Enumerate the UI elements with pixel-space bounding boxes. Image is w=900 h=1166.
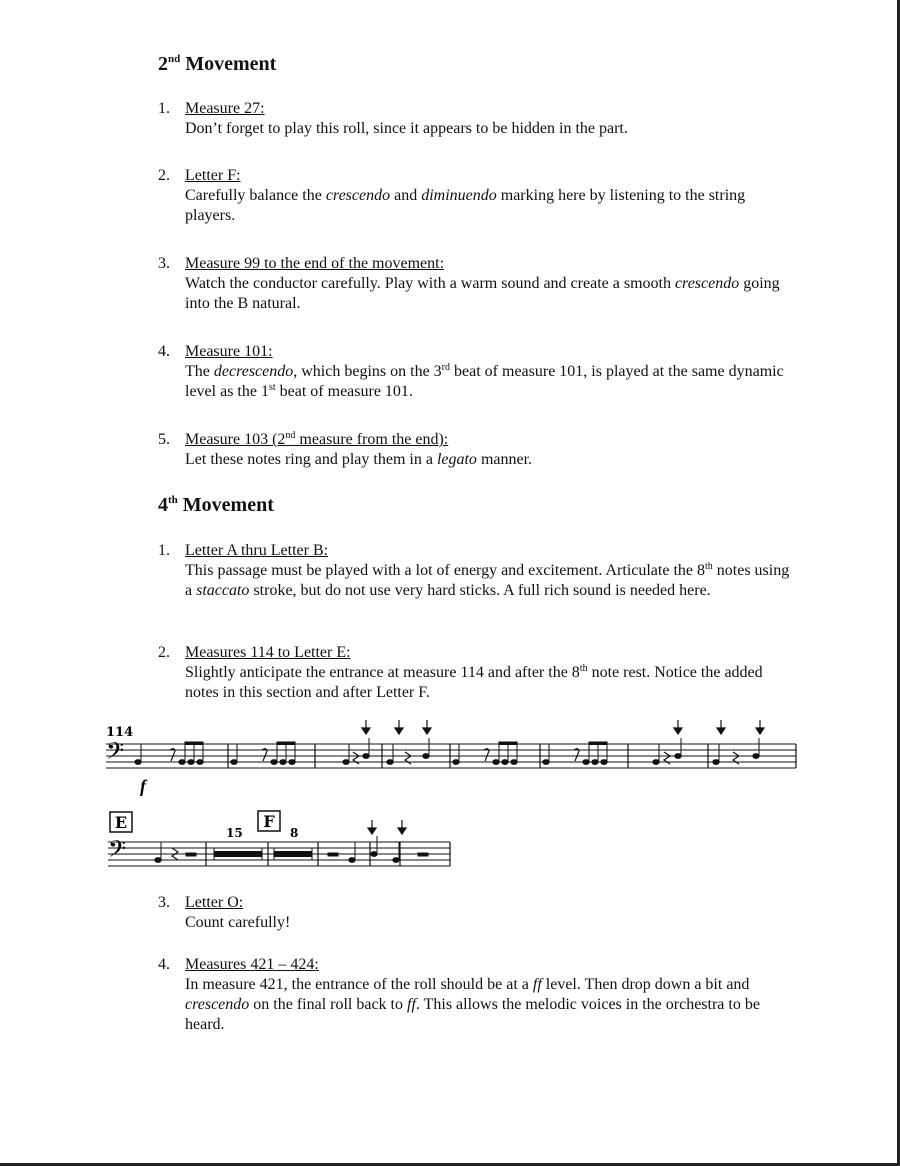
list-item — [158, 893, 798, 933]
music-staff-measures-114 — [100, 718, 810, 798]
list-item — [158, 643, 798, 703]
notehead — [583, 760, 589, 765]
item-number: 4. — [158, 956, 170, 973]
half-rest — [186, 853, 196, 856]
notehead — [271, 760, 277, 765]
multi-rest-count: 8 — [290, 826, 299, 840]
list-item — [158, 955, 798, 1035]
list-item — [158, 541, 798, 601]
item-label: Measure 27: — [185, 100, 265, 117]
item-text: In measure 421, the entrance of the roll should be at a ff level. Then drop down a bit and crescendo on the final roll back to ff. This allows the melodic voices in the orchestra to be heard. — [185, 976, 760, 1033]
item-label: Letter F: — [185, 167, 241, 184]
notehead — [753, 754, 759, 759]
note-beam — [499, 742, 517, 745]
notehead — [155, 858, 161, 863]
notehead — [423, 754, 429, 759]
measure-number: 114 — [106, 725, 134, 740]
notehead — [289, 760, 295, 765]
bass-clef-icon: 𝄢 — [108, 835, 127, 868]
item-number: 4. — [158, 343, 170, 360]
item-text: Let these notes ring and play them in a legato manner. — [185, 451, 533, 468]
list-item — [158, 342, 798, 402]
accent-arrows — [368, 820, 406, 834]
item-label: Measure 103 (2nd measure from the end): — [185, 430, 449, 448]
multi-rest-count: 15 — [226, 826, 243, 840]
eighth-rest — [574, 749, 579, 761]
accent-arrows — [362, 720, 764, 734]
item-text: Don’t forget to play this roll, since it appears to be hidden in the part. — [185, 120, 628, 137]
item-number: 3. — [158, 894, 170, 911]
note-beam — [277, 742, 295, 745]
note-beam — [589, 742, 607, 745]
notehead — [713, 760, 719, 765]
item-label: Measure 99 to the end of the movement: — [185, 255, 445, 272]
notehead — [393, 858, 399, 863]
item-number: 1. — [158, 100, 170, 117]
notehead — [675, 754, 681, 759]
staff-lines — [106, 744, 796, 768]
half-rest — [418, 853, 428, 856]
item-label: Measures 114 to Letter E: — [185, 644, 351, 661]
section-heading-4th-movement: 4th Movement — [158, 494, 274, 516]
list-item — [158, 166, 798, 226]
list-item — [158, 430, 798, 470]
dynamic-marking: f — [140, 776, 146, 796]
half-rest — [328, 853, 338, 856]
list-item — [158, 254, 798, 314]
rehearsal-mark-f: F — [263, 812, 275, 831]
notehead — [135, 760, 141, 765]
notehead — [502, 760, 508, 765]
note-beam — [185, 742, 203, 745]
item-number: 2. — [158, 644, 170, 661]
notehead — [343, 760, 349, 765]
eighth-rest — [170, 749, 175, 761]
notehead — [493, 760, 499, 765]
notehead — [592, 760, 598, 765]
notehead — [653, 760, 659, 765]
section-heading-2nd-movement: 2nd Movement — [158, 53, 277, 75]
notehead — [280, 760, 286, 765]
notehead — [453, 760, 459, 765]
notehead — [179, 760, 185, 765]
item-text: The decrescendo, which begins on the 3rd beat of measure 101, is played at the same dynamic level as the 1st beat of measure 101. — [185, 362, 784, 400]
item-text: Count carefully! — [185, 914, 291, 931]
item-label: Measures 421 – 424: — [185, 956, 319, 973]
item-text: Watch the conductor carefully. Play with a warm sound and create a smooth crescendo going into the B natural. — [185, 275, 780, 312]
eighth-rest — [262, 749, 267, 761]
item-number: 2. — [158, 167, 170, 184]
notehead — [197, 760, 203, 765]
notehead — [387, 760, 393, 765]
item-text: Slightly anticipate the entrance at measure 114 and after the 8th note rest. Notice the added notes in this section and after Letter F. — [185, 663, 763, 701]
item-label: Letter A thru Letter B: — [185, 542, 329, 559]
item-label: Measure 101: — [185, 343, 273, 360]
notehead — [188, 760, 194, 765]
notehead — [371, 852, 377, 857]
notehead — [543, 760, 549, 765]
notehead — [349, 858, 355, 863]
list-item — [158, 99, 798, 139]
rehearsal-mark-e: E — [114, 813, 128, 832]
notehead — [511, 760, 517, 765]
item-number: 3. — [158, 255, 170, 272]
eighth-rest — [484, 749, 489, 761]
notehead — [231, 760, 237, 765]
bass-clef-icon: 𝄢 — [106, 737, 125, 770]
item-text: Carefully balance the crescendo and diminuendo marking here by listening to the string players. — [185, 187, 746, 224]
notehead — [601, 760, 607, 765]
item-number: 5. — [158, 431, 170, 448]
item-number: 1. — [158, 542, 170, 559]
notehead — [363, 754, 369, 759]
item-text: This passage must be played with a lot of energy and excitement. Articulate the 8th notes using a staccato stroke, but do not use very hard sticks. A full rich sound is needed here. — [185, 561, 790, 599]
item-label: Letter O: — [185, 894, 244, 911]
music-staff-letter-e-f — [100, 808, 460, 878]
